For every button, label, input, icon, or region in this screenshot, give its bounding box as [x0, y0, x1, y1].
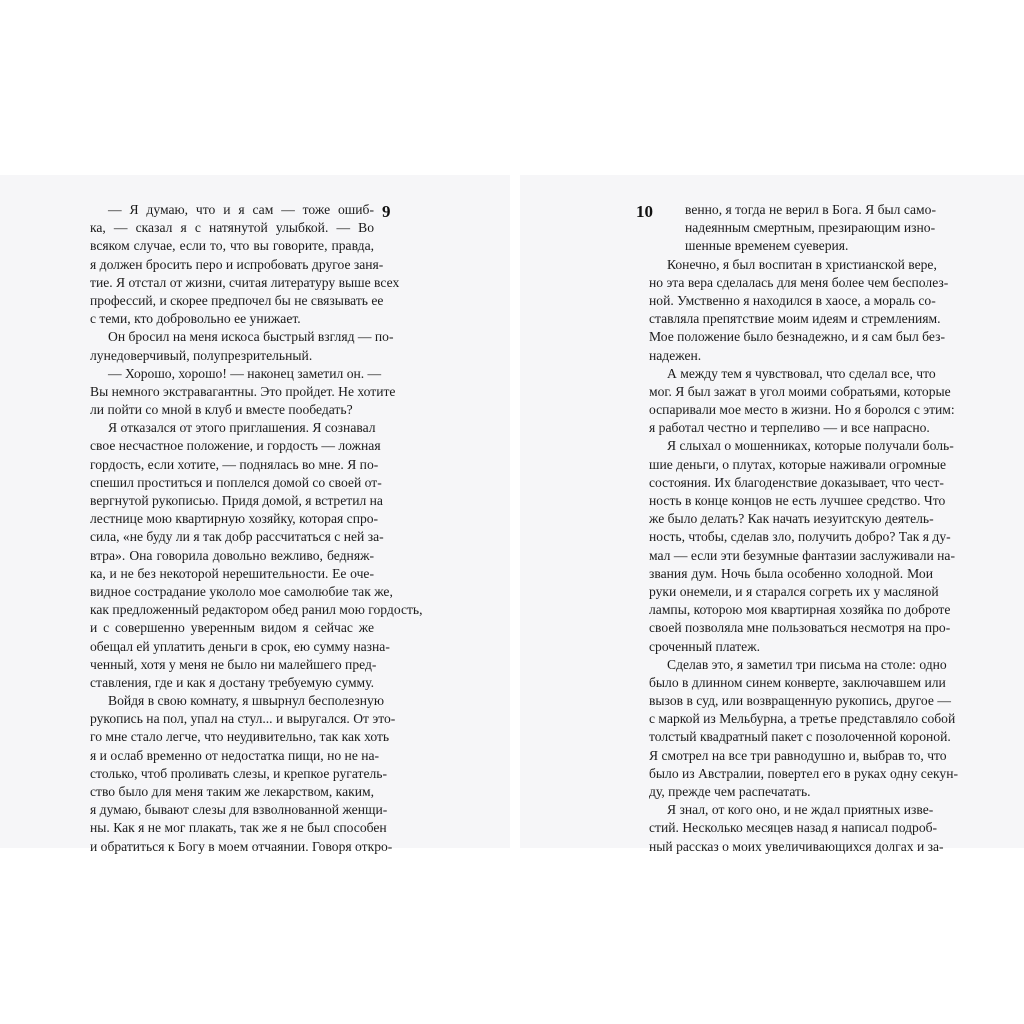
text-line: мог. Я был зажат в угол моими собратьями, которые [649, 383, 951, 399]
text-line: всяком случае, если то, что вы говорите, правда, [90, 238, 374, 254]
text-line: — Хорошо, хорошо! — наконец заметил он. — [108, 365, 382, 381]
text-line: вызов в суд, или возвращенную рукопись, другое — [649, 693, 951, 709]
text-line: го мне стало легче, что неудивительно, так как хоть [90, 729, 390, 745]
page-number-right: 10 [636, 202, 653, 221]
text-line: гордость, если хотите, — поднялась во мне. Я по- [90, 456, 379, 472]
text-line: ной. Умственно я находился в хаосе, а мораль со- [649, 292, 936, 308]
text-line: Он бросил на меня искоса быстрый взгляд — по- [108, 329, 394, 345]
text-line: стий. Несколько месяцев назад я написал подроб- [649, 820, 938, 836]
text-line: лампы, которою моя квартирная хозяйка по доброте [649, 602, 951, 618]
page-number-left: 9 [382, 202, 391, 221]
text-line: ду, прежде чем распечатать. [649, 784, 811, 799]
text-line: и обратиться к Богу в моем отчаянии. Говоря откро- [90, 838, 393, 854]
text-line: Я слыхал о мошенниках, которые получали боль- [667, 438, 954, 454]
text-line: ность, чтобы, сделав зло, получить добро? Так я ду- [649, 529, 951, 545]
text-line: ка, и не без некоторой нерешительности. Ее оче- [90, 565, 374, 581]
text-line: Конечно, я был воспитан в христианской вере, [667, 256, 937, 272]
text-line: руки онемели, и я старался согреть их у масляной [649, 583, 939, 599]
text-line: ли пойти со мной в клуб и вместе пообедать? [90, 402, 353, 418]
text-line: Сделав это, я заметил три письма на столе: одно [667, 656, 947, 672]
text-line: мал — если эти безумные фантазии заслуживали на- [649, 547, 955, 563]
text-line: — Я думаю, что и я сам — тоже ошиб- [108, 202, 374, 217]
text-line: ка, — сказал я с натянутой улыбкой. — Во [90, 220, 374, 236]
text-line: столько, чтоб проливать слезы, и крепкое ругатель- [90, 765, 387, 781]
text-line: состояния. Их благоденствие доказывает, что чест- [649, 474, 944, 490]
text-line: своей позволяла мне пользоваться несмотря на про- [649, 620, 951, 636]
text-line: лунедоверчивый, полупрезрительный. [90, 347, 313, 363]
text-line: оспаривали мое место в жизни. Но я боролся с этим: [649, 402, 955, 418]
text-line: Я знал, от кого оно, и не ждал приятных изве- [667, 802, 934, 818]
text-line: Я смотрел на все три равнодушно и, выбрав то, что [649, 747, 947, 763]
text-line: видное сострадание укололо мое самолюбие так же, [90, 583, 393, 599]
text-line: и с совершенно уверенным видом я сейчас же [90, 620, 374, 636]
text-line: ставления, где и как я достану требуемую сумму. [90, 674, 374, 690]
text-line: я и ослаб временно от недостатка пищи, но не на- [90, 747, 380, 763]
text-line: ны. Как я не мог плакать, так же я не был способен [90, 820, 387, 836]
text-line: ный рассказ о моих увеличивающихся долгах и за- [649, 838, 944, 854]
text-line: венно, я тогда не верил в Бога. Я был само- [685, 202, 936, 217]
text-line: свое несчастное положение, и гордость — ложная [90, 438, 381, 454]
text-line: ство было для меня таким же лекарством, каким, [90, 784, 374, 799]
text-line: Войдя в свою комнату, я швырнул бесполезную [108, 693, 384, 709]
left-page-text [90, 201, 423, 856]
text-line: лестнице мою квартирную хозяйку, которая спро- [90, 511, 379, 527]
text-line: надеянным смертным, презирающим изно- [685, 220, 936, 236]
text-line: толстый квадратный пакет с позолоченной короной. [649, 729, 951, 745]
text-line: ность в конце концов не есть лучшее средство. Что [649, 493, 946, 508]
text-line: ставляла препятствие моим идеям и стремлениям. [649, 311, 941, 327]
text-line: но эта вера сделалась для меня более чем бесполез- [649, 274, 949, 290]
text-line: шенные временем суеверия. [685, 238, 849, 254]
text-line: спешил проститься и поплелся домой со своей от- [90, 474, 382, 490]
text-line: Вы немного экстравагантны. Это пройдет. Не хотите [90, 383, 396, 399]
text-line: надежен. [649, 347, 702, 363]
text-line: я думаю, бывают слезы для взволнованной женщи- [90, 802, 388, 818]
text-line: было из Австралии, повертел его в руках одну секун- [649, 765, 959, 781]
text-line: рукопись на пол, упал на стул... и выругался. От это- [90, 711, 396, 727]
text-line: тие. Я отстал от жизни, считая литературу выше всех [90, 274, 400, 290]
text-line: обещал ей уплатить деньги в срок, ею сумму назна- [90, 638, 390, 654]
text-line: с маркой из Мельбурна, а третье представляло собой [649, 711, 956, 727]
text-line: сила, «не буду ли я так добр рассчитаться с ней за- [90, 529, 384, 545]
text-line: Мое положение было безнадежно, и я сам был без- [649, 329, 945, 345]
text-line: шие деньги, о плутах, которые наживали огромные [649, 456, 947, 472]
text-line: А между тем я чувствовал, что сделал все, что [667, 365, 936, 381]
text-line: сроченный платеж. [649, 638, 761, 654]
text-line: как предложенный редактором обед ранил мою гордость, [90, 602, 423, 618]
text-line: же было делать? Как начать иезуитскую деятель- [649, 511, 934, 527]
text-line: я должен бросить перо и испробовать другое заня- [90, 256, 384, 272]
text-line: профессий, и скорее предпочел бы не связывать ее [90, 292, 384, 308]
right-page-text [649, 201, 959, 856]
text-line: с теми, кто добровольно ее унижает. [90, 311, 301, 327]
text-line: Я отказался от этого приглашения. Я сознавал [108, 420, 376, 436]
text-line: я работал честно и терпеливо — и все напрасно. [649, 420, 930, 436]
text-line: звания дум. Ночь была особенно холодной. Мои [649, 565, 933, 581]
text-line: вергнутой рукописью. Придя домой, я встретил на [90, 493, 383, 508]
text-line: было в длинном синем конверте, заключавшем или [649, 674, 946, 690]
text-line: втра». Она говорила довольно вежливо, бедняж- [90, 547, 374, 563]
book-gutter [510, 175, 520, 848]
text-line: ченный, хотя у меня не было ни малейшего пред- [90, 656, 377, 672]
